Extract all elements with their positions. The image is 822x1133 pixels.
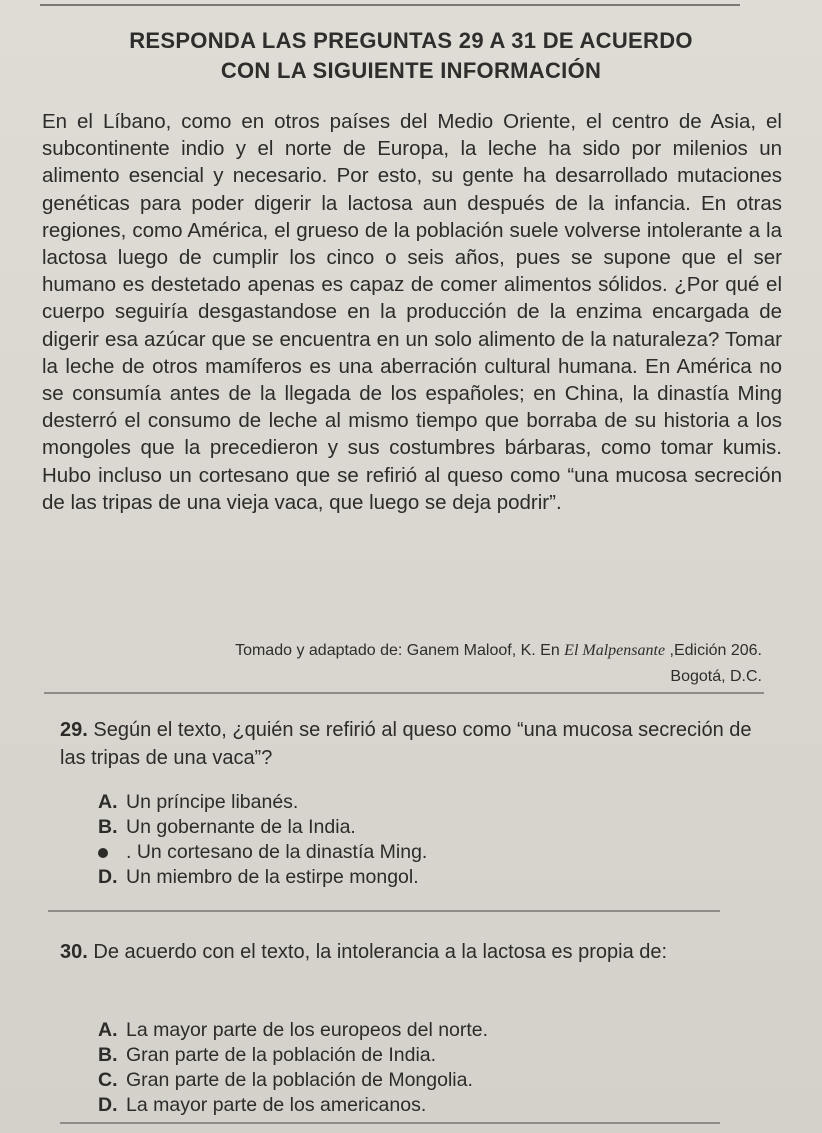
q30-option-c[interactable] xyxy=(98,1068,488,1093)
q29-option-d-letter: D. xyxy=(98,866,118,888)
question-29-options xyxy=(98,790,427,890)
q30-option-d-text: La mayor parte de los americanos. xyxy=(126,1094,427,1116)
question-30 xyxy=(60,938,760,966)
q29-option-a-text: Un príncipe libanés. xyxy=(126,791,299,813)
q29-option-c[interactable] xyxy=(98,840,427,865)
q30-option-a-text: La mayor parte de los europeos del norte. xyxy=(126,1019,489,1041)
q29-option-c-text: . Un cortesano de la dinastía Ming. xyxy=(126,841,428,863)
question-30-number: 30. xyxy=(60,941,88,963)
filled-answer-dot-icon xyxy=(98,848,108,858)
question-29 xyxy=(60,716,760,772)
heading-line-2: CON LA SIGUIENTE INFORMACIÓN xyxy=(220,58,602,83)
q30-option-b-text: Gran parte de la población de India. xyxy=(126,1044,437,1066)
q29-option-d-text: Un miembro de la estirpe mongol. xyxy=(126,866,419,888)
divider-before-q29 xyxy=(44,692,764,694)
q30-option-b[interactable] xyxy=(98,1043,488,1068)
top-divider xyxy=(40,4,740,6)
question-30-text: De acuerdo con el texto, la intolerancia a la lactosa es propia de: xyxy=(93,941,668,963)
question-30-options xyxy=(98,1018,488,1118)
q29-option-b-text: Un gobernante de la India. xyxy=(126,816,356,838)
source-prefix: Tomado y adaptado de: Ganem Maloof, K. En xyxy=(235,642,565,659)
q30-option-d[interactable] xyxy=(98,1093,488,1118)
question-29-text: Según el texto, ¿quién se refirió al queso como “una mucosa secreción de las tripas de una vaca”? xyxy=(60,719,752,769)
q30-option-b-letter: B. xyxy=(98,1044,118,1066)
source-edition: ,Edición 206. xyxy=(665,642,762,659)
source-publication: El Malpensante xyxy=(564,642,666,659)
q30-option-c-letter: C. xyxy=(98,1069,118,1091)
q29-option-b-letter: B. xyxy=(98,816,118,838)
q30-option-a-letter: A. xyxy=(98,1019,118,1041)
q30-option-c-text: Gran parte de la población de Mongolia. xyxy=(126,1069,473,1091)
section-heading xyxy=(40,26,782,86)
source-city: Bogotá, D.C. xyxy=(670,668,762,685)
source-citation xyxy=(60,638,762,690)
question-29-number: 29. xyxy=(60,719,88,741)
q29-option-a[interactable] xyxy=(98,790,427,815)
divider-before-q30 xyxy=(48,910,720,912)
reading-passage: En el Líbano, como en otros países del Medio Oriente, el centro de Asia, el subcontinente indio y el norte de Europa, la leche ha sido por milenios un alimento esencial y necesario. Por esto, su gente ha desarrollado mutaciones genéticas para poder digerir la lactosa aun después de la infancia. En otras regiones, como América, el grueso de la población suele volverse intolerante a la lactosa luego de cumplir los cinco o seis años, pues se supone que el ser humano es destetado apenas es capaz de comer alimentos sólidos. ¿Por qué el cuerpo seguiría desgastandose en la producción de la enzima encargada de digerir esa azúcar que se encuentra en un solo alimento de la naturaleza? Tomar la leche de otros mamíferos es una aberración cultural humana. En América no se consumía antes de la llegada de los españoles; en China, la dinastía Ming desterró el consumo de leche al mismo tiempo que borraba de su historia a los mongoles que la precedieron y sus costumbres bárbaras, como tomar kumis. Hubo incluso un cortesano que se refirió al queso como “una mucosa secreción de las tripas de una vieja vaca, que luego se deja podrir”. xyxy=(42,110,782,514)
source-reference xyxy=(60,638,762,664)
q30-option-d-letter: D. xyxy=(98,1094,118,1116)
q29-option-d[interactable] xyxy=(98,865,427,890)
q29-option-c-marker xyxy=(98,840,126,865)
q30-option-a[interactable] xyxy=(98,1018,488,1043)
bottom-divider xyxy=(60,1122,720,1124)
q29-option-a-letter: A. xyxy=(98,791,118,813)
q29-option-b[interactable] xyxy=(98,815,427,840)
heading-line-1: RESPONDA LAS PREGUNTAS 29 A 31 DE ACUERDO xyxy=(129,28,693,53)
